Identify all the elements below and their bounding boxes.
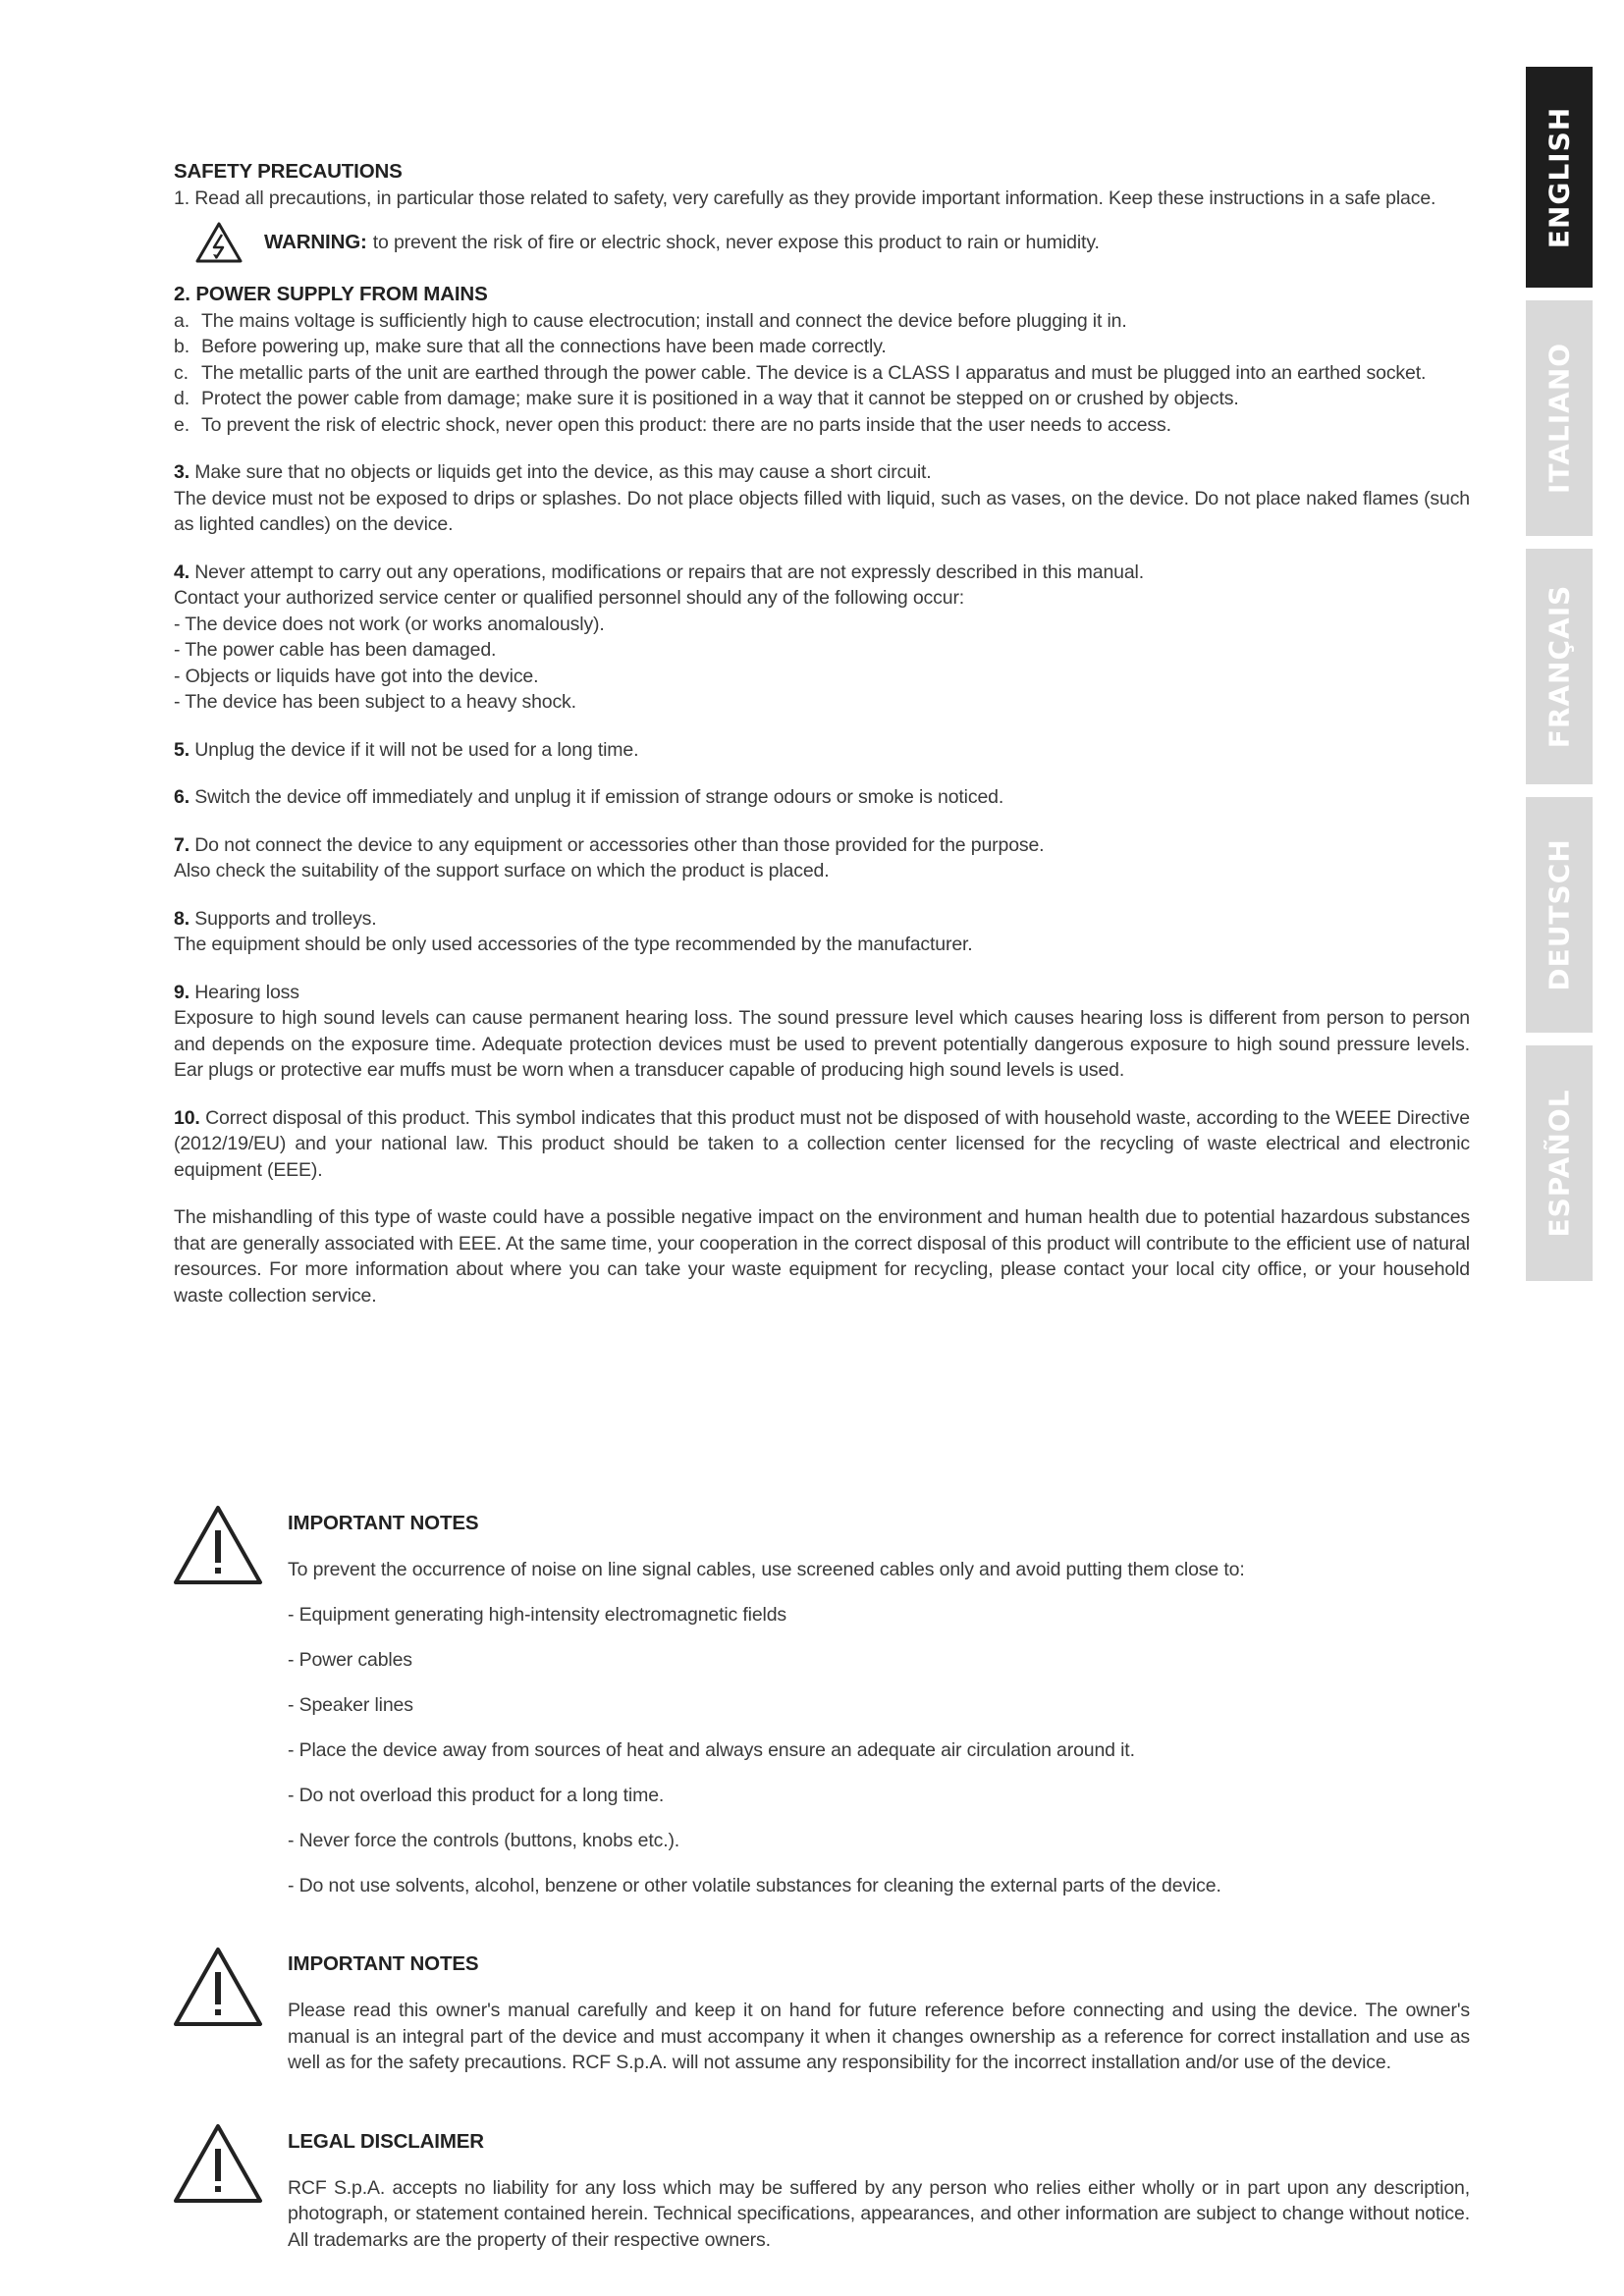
caution-triangle-icon [172, 2122, 264, 2205]
section-8 [174, 906, 1470, 958]
tab-espanol[interactable] [1526, 1045, 1593, 1281]
section-text: Hearing loss [194, 981, 299, 1003]
section-number: 7. [174, 833, 189, 856]
power-list [174, 308, 1470, 439]
safety-section [174, 159, 1470, 1308]
list-item-text: To prevent the risk of electric shock, never open this product: there are no parts inside that the user needs to access. [201, 413, 1171, 436]
section-detail: - The power cable has been damaged. [174, 639, 497, 661]
list-item [174, 308, 1470, 335]
section-6 [174, 784, 1470, 811]
section-text: Supports and trolleys. [194, 907, 377, 930]
section-number: 6. [174, 786, 189, 808]
notes-section [172, 1490, 1470, 2286]
section-text: Switch the device off immediately and unplug it if emission of strange odours or smoke is noticed. [194, 786, 1004, 808]
list-item-text: Protect the power cable from damage; make sure it is positioned in a way that it cannot be stepped on or crushed by objects. [201, 388, 1239, 409]
tab-label: FRANÇAIS [1543, 584, 1576, 749]
note-line: - Do not overload this product for a long time. [288, 1784, 665, 1806]
list-item-text: Before powering up, make sure that all the connections have been made correctly. [201, 336, 887, 357]
list-item-label: b. [174, 336, 189, 357]
note-line: RCF S.p.A. accepts no liability for any loss which may be suffered by any person who relies either wholly or in part upon any description, photograph, or statement contained herein. Technical specifications, appearances, and other information are subject to change without notice. All trademarks are the property of their respective owners. [288, 2176, 1470, 2251]
section-detail: The equipment should be only used accessories of the type recommended by the manufacturer. [174, 934, 973, 955]
warning-row [174, 221, 1470, 264]
safety-intro: 1. Read all precautions, in particular those related to safety, very carefully as they provide important information. Keep these instructions in a safe place. [174, 187, 1436, 209]
list-item-text: The mains voltage is sufficiently high to cause electrocution; install and connect the device before plugging it in. [201, 309, 1127, 332]
section-number: 10. [174, 1106, 200, 1129]
section-5 [174, 737, 1470, 764]
list-item-text: The metallic parts of the unit are earthed through the power cable. The device is a CLASS I apparatus and must be plugged into an earthed socket. [201, 361, 1427, 384]
tab-deutsch[interactable] [1526, 797, 1593, 1033]
section-number: 5. [174, 738, 189, 761]
section-text: Never attempt to carry out any operations, modifications or repairs that are not expressly described in this manual. [194, 561, 1144, 583]
section-detail: Contact your authorized service center or qualified personnel should any of the following occur: [174, 587, 965, 609]
section-number: 3. [174, 461, 189, 483]
section-text: Unplug the device if it will not be used for a long time. [194, 738, 639, 761]
tab-label: ENGLISH [1543, 106, 1576, 248]
weee-paragraph [174, 1204, 1470, 1308]
note-title: IMPORTANT NOTES [288, 1952, 479, 1975]
tab-label: ITALIANO [1543, 342, 1576, 495]
note-title: LEGAL DISCLAIMER [288, 2129, 484, 2153]
tab-label: DEUTSCH [1543, 838, 1576, 991]
note-line: - Do not use solvents, alcohol, benzene or other volatile substances for cleaning the external parts of the device. [288, 1874, 1221, 1896]
section-number: 4. [174, 561, 189, 583]
section-detail: - The device has been subject to a heavy shock. [174, 691, 576, 713]
language-tabs [1526, 67, 1593, 1294]
section-text: Make sure that no objects or liquids get into the device, as this may cause a short circuit. [194, 461, 932, 483]
section-10 [174, 1105, 1470, 1184]
caution-triangle-icon [172, 1504, 264, 1586]
list-item [174, 360, 1470, 387]
tab-francais[interactable] [1526, 549, 1593, 784]
tab-label: ESPAÑOL [1543, 1089, 1576, 1238]
section-detail: The device must not be exposed to drips or splashes. Do not place objects filled with liquid, such as vases, on the device. Do not place naked flames (such as lighted candles) on the device. [174, 487, 1470, 535]
important-notes-1 [172, 1490, 1470, 1918]
note-line: - Equipment generating high-intensity electromagnetic fields [288, 1603, 787, 1626]
list-item-label: e. [174, 413, 189, 436]
note-line: - Place the device away from sources of heat and always ensure an adequate air circulation around it. [288, 1738, 1135, 1761]
note-line: - Speaker lines [288, 1693, 413, 1716]
section-number: 9. [174, 981, 189, 1003]
caution-triangle-icon [172, 1946, 264, 2028]
section-text: Do not connect the device to any equipment or accessories other than those provided for the purpose. [194, 833, 1045, 856]
note-line: - Never force the controls (buttons, knobs etc.). [288, 1829, 680, 1851]
section-3 [174, 459, 1470, 538]
note-line: - Power cables [288, 1648, 412, 1671]
list-item-label: c. [174, 361, 189, 384]
warning-text: to prevent the risk of fire or electric shock, never expose this product to rain or humidity. [372, 231, 1100, 253]
list-item [174, 412, 1470, 439]
section-detail: - Objects or liquids have got into the device. [174, 665, 539, 687]
note-line: Please read this owner's manual carefully and keep it on hand for future reference before connecting and using the device. The owner's manual is an integral part of the device and must accompany it when it changes ownership as a reference for correct installation and use as well as for the safety precautions. RCF S.p.A. will not assume any responsibility for the incorrect installation and/or use of the device. [288, 2000, 1470, 2073]
section-4 [174, 560, 1470, 716]
warning-label: WARNING: [264, 230, 367, 253]
tab-english[interactable] [1526, 67, 1593, 288]
list-item [174, 334, 1470, 360]
note-title: IMPORTANT NOTES [288, 1511, 479, 1534]
section-text: Correct disposal of this product. This symbol indicates that this product must not be disposed of with household waste, according to the WEEE Directive (2012/19/EU) and your national law. This product should be taken to a collection center licensed for the recycling of waste electrical and electronic equipment (EEE). [174, 1106, 1470, 1181]
section-detail: Exposure to high sound levels can cause permanent hearing loss. The sound pressure level which causes hearing loss is different from person to person and depends on the exposure time. Adequate protection devices must be used to prevent potentially dangerous exposure to high sound pressure levels. Ear plugs or protective ear muffs must be worn when a transducer capable of producing high sound levels is used. [174, 1007, 1470, 1081]
list-item-label: d. [174, 388, 189, 409]
power-title: 2. POWER SUPPLY FROM MAINS [174, 283, 488, 305]
tab-italiano[interactable] [1526, 300, 1593, 536]
weee-text: The mishandling of this type of waste could have a possible negative impact on the environment and human health due to potential hazardous substances that are generally associated with EEE. At the same time, your cooperation in the correct disposal of this product will contribute to the efficient use of natural resources. For more information about where you can take your waste equipment for recycling, please contact your local city office, or your household waste collection service. [174, 1206, 1470, 1307]
safety-title: SAFETY PRECAUTIONS [174, 160, 403, 183]
list-item-label: a. [174, 309, 189, 332]
legal-disclaimer [172, 2109, 1470, 2272]
section-9 [174, 980, 1470, 1084]
section-detail: Also check the suitability of the support surface on which the product is placed. [174, 860, 830, 881]
important-notes-2 [172, 1932, 1470, 2096]
electric-shock-warning-icon [195, 221, 243, 264]
list-item [174, 386, 1470, 412]
section-detail: - The device does not work (or works anomalously). [174, 613, 605, 635]
section-number: 8. [174, 907, 189, 930]
note-line: To prevent the occurrence of noise on line signal cables, use screened cables only and avoid putting them close to: [288, 1558, 1245, 1580]
section-7 [174, 832, 1470, 884]
